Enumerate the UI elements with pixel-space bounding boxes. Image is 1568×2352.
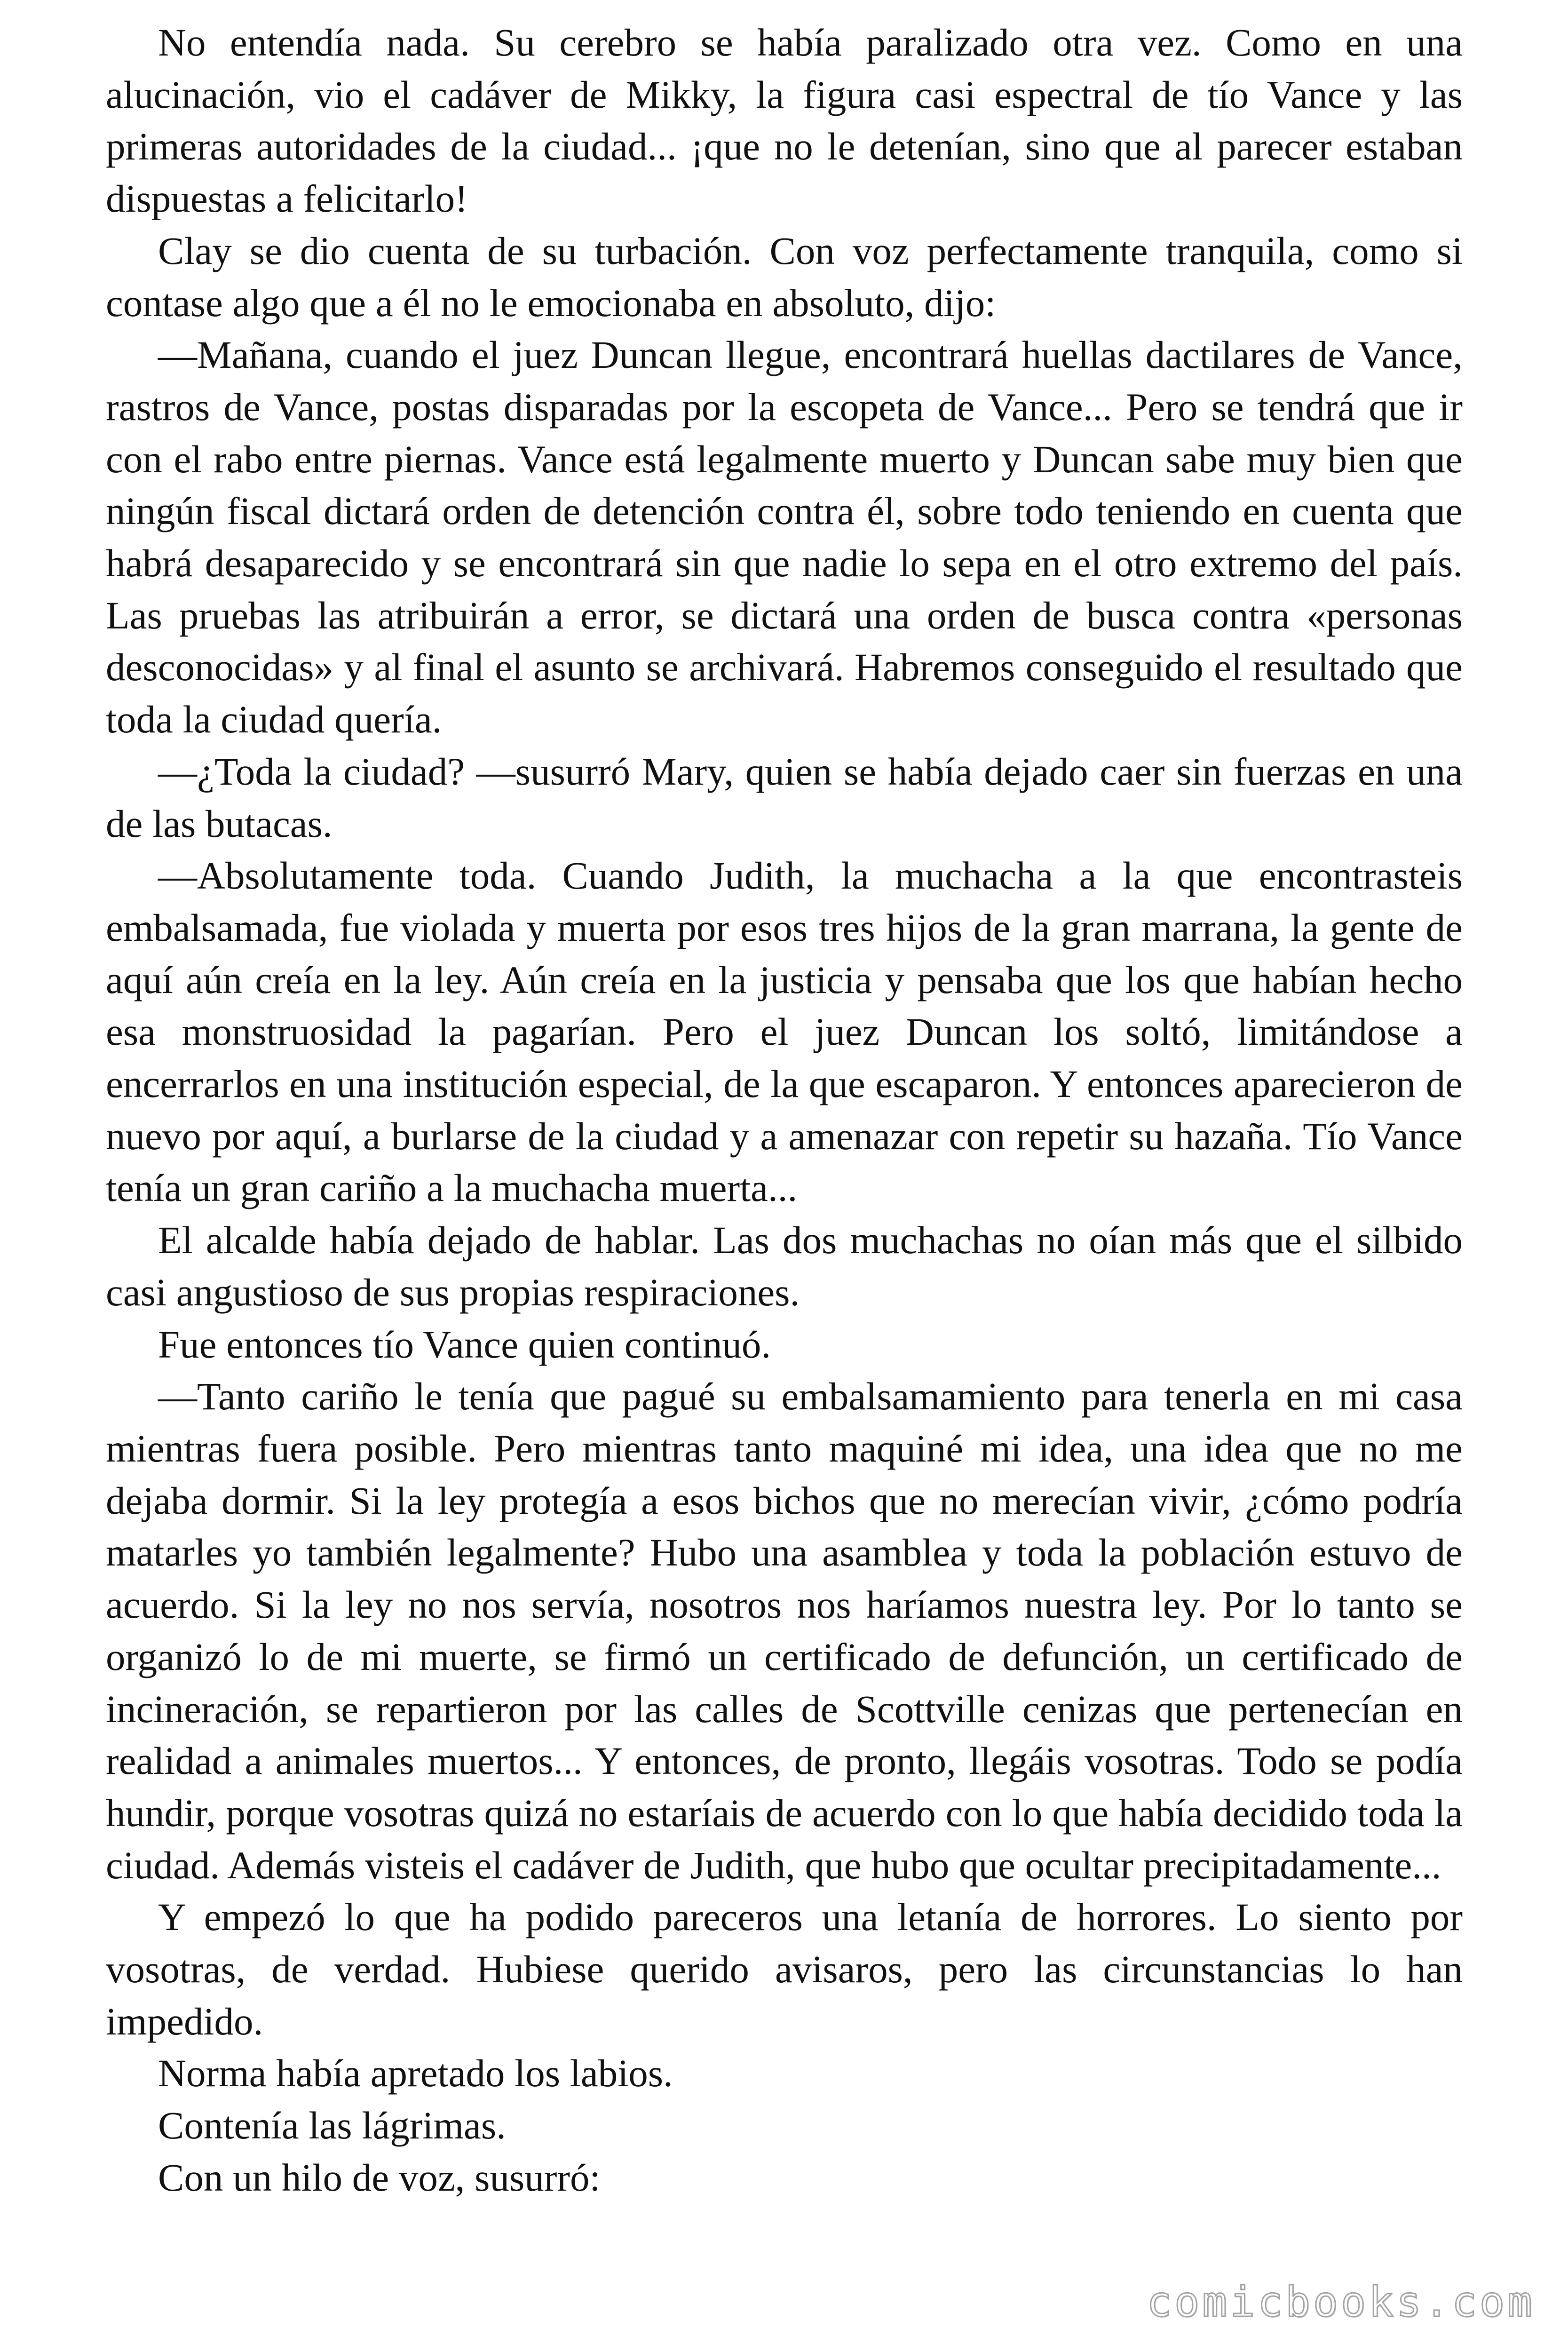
paragraph: El alcalde había dejado de hablar. Las dos muchachas no oían más que el silbido casi angustioso de sus propias respiraciones. — [106, 1218, 1463, 1314]
paragraph: Con un hilo de voz, susurró: — [158, 2155, 601, 2199]
paragraph: Contenía las lágrimas. — [158, 2104, 506, 2147]
watermark: comicbooks.com — [1147, 2278, 1535, 2326]
paragraph: —Tanto cariño le tenía que pagué su embalsamamiento para tenerla en mi casa mientras fuera posible. Pero mientras tanto maquiné mi idea, una idea que no me dejaba dormir. Si la ley protegía a esos bichos que no merecían vivir, ¿cómo podría matarles yo también legalmente? Hubo una asamblea y toda la población estuvo de acuerdo. Si la ley no nos servía, nosotros nos haríamos nuestra ley. Por lo tanto se organizó lo de mi muerte, se firmó un certificado de defunción, un certificado de incineración, se repartieron por las calles de Scottville cenizas que pertenecían en realidad a animales muertos... Y entonces, de pronto, llegáis vosotras. Todo se podía hundir, porque vosotras quizá no estaríais de acuerdo con lo que había decidido toda la ciudad. Además visteis el cadáver de Judith, que hubo que ocultar precipitadamente... — [106, 1375, 1463, 1887]
paragraph: —Mañana, cuando el juez Duncan llegue, encontrará huellas dactilares de Vance, rastros de Vance, postas disparadas por la escopeta de Vance... Pero se tendrá que ir con el rabo entre piernas. Vance está legalmente muerto y Duncan sabe muy bien que ningún fiscal dictará orden de detención contra él, sobre todo teniendo en cuenta que habrá desaparecido y se encontrará sin que nadie lo sepa en el otro extremo del país. Las pruebas las atribuirán a error, se dictará una orden de busca contra «personas desconocidas» y al final el asunto se archivará. Habremos conseguido el resultado que toda la ciudad quería. — [106, 333, 1463, 741]
paragraph: No entendía nada. Su cerebro se había paralizado otra vez. Como en una alucinación, vio el cadáver de Mikky, la figura casi espectral de tío Vance y las primeras autoridades de la ciudad... ¡que no le detenían, sino que al parecer estaban dispuestas a felicitarlo! — [106, 21, 1463, 221]
paragraph: Norma había apretado los labios. — [158, 2051, 673, 2095]
paragraph: —¿Toda la ciudad? —susurró Mary, quien se había dejado caer sin fuerzas en una de las butacas. — [106, 749, 1463, 845]
page-body — [106, 16, 1463, 2204]
paragraph: Clay se dio cuenta de su turbación. Con voz perfectamente tranquila, como si contase algo que a él no le emocionaba en absoluto, dijo: — [106, 229, 1463, 325]
paragraph: —Absolutamente toda. Cuando Judith, la muchacha a la que encontrasteis embalsamada, fue violada y muerta por esos tres hijos de la gran marrana, la gente de aquí aún creía en la ley. Aún creía en la justicia y pensaba que los que habían hecho esa monstruosidad la pagarían. Pero el juez Duncan los soltó, limitándose a encerrarlos en una institución especial, de la que escaparon. Y entonces aparecieron de nuevo por aquí, a burlarse de la ciudad y a amenazar con repetir su hazaña. Tío Vance tenía un gran cariño a la muchacha muerta... — [106, 854, 1463, 1210]
paragraph: Fue entonces tío Vance quien continuó. — [158, 1322, 771, 1366]
paragraph: Y empezó lo que ha podido pareceros una letanía de horrores. Lo siento por vosotras, de verdad. Hubiese querido avisaros, pero las circunstancias lo han impedido. — [106, 1895, 1463, 2043]
